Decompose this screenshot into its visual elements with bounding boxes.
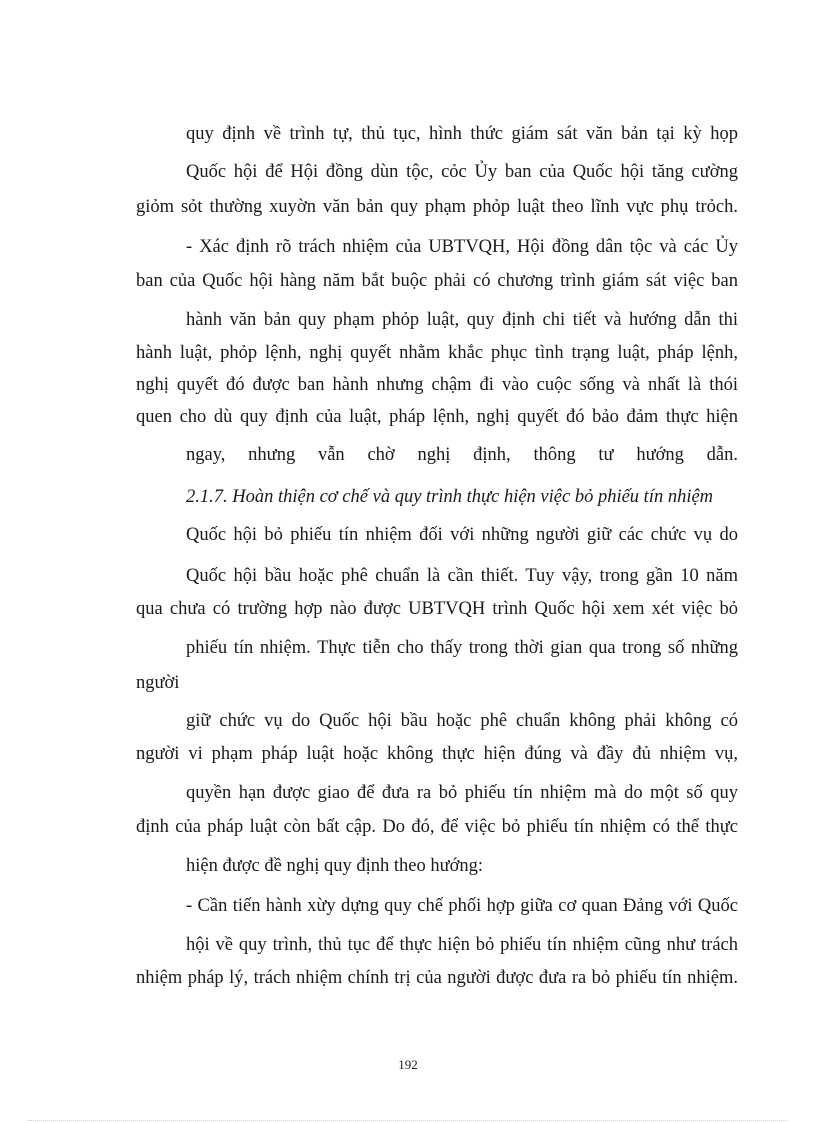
text-line: quy định về trình tự, thủ tục, hình thức giám sát văn bản tại kỳ họp [186,124,738,144]
text-line: người vi phạm pháp luật hoặc không thực hiện đúng và đầy đủ nhiệm vụ, [136,744,738,764]
text-line: Quốc hội bỏ phiếu tín nhiệm đối với những người giữ các chức vụ do [186,525,738,545]
footer-divider [28,1120,788,1121]
text-line: quyền hạn được giao để đưa ra bỏ phiếu tín nhiệm mà do một số quy [186,783,738,803]
text-line: định của pháp luật còn bất cập. Do đó, để việc bỏ phiếu tín nhiệm có thể thực [136,817,738,837]
text-line: hội về quy trình, thủ tục để thực hiện bỏ phiếu tín nhiệm cũng như trách [186,935,738,955]
text-line: ngay, nhưng vẫn chờ nghị định, thông tư hướng dẫn. [186,445,738,465]
text-line: người [136,673,180,693]
text-line: - Cần tiến hành xừy dựng quy chế phối hợp giữa cơ quan Đảng với Quốc [186,896,738,916]
text-line: nghị quyết đó được ban hành nhưng chậm đi vào cuộc sống và nhất là thói [136,375,738,395]
text-line: hành luật, phỏp lệnh, nghị quyết nhằm khắc phục tình trạng luật, pháp lệnh, [136,343,738,363]
text-line: - Xác định rõ trách nhiệm của UBTVQH, Hội đồng dân tộc và các Ủy [186,237,738,257]
text-line: hiện được đề nghị quy định theo hướng: [186,856,484,876]
text-line: Quốc hội để Hội đồng dùn tộc, cỏc Ủy ban của Quốc hội tăng cường [186,162,738,182]
text-line: quen cho dù quy định của luật, pháp lệnh, nghị quyết đó bảo đảm thực hiện [136,407,738,427]
text-line: giỏm sỏt thường xuyờn văn bản quy phạm phỏp luật theo lĩnh vực phụ trỏch. [136,197,738,217]
page-number: 192 [398,1057,418,1072]
text-line: hành văn bản quy phạm phỏp luật, quy định chi tiết và hướng dẫn thi [186,310,738,330]
text-line: phiếu tín nhiệm. Thực tiễn cho thấy trong thời gian qua trong số những [186,638,738,658]
text-line: Quốc hội bầu hoặc phê chuẩn là cần thiết. Tuy vậy, trong gần 10 năm [186,566,738,586]
text-line: nhiệm pháp lý, trách nhiệm chính trị của người được đưa ra bỏ phiếu tín nhiệm. [136,968,738,988]
section-heading: 2.1.7. Hoàn thiện cơ chế và quy trình thực hiện việc bỏ phiếu tín nhiệm [186,487,714,507]
text-line: qua chưa có trường hợp nào được UBTVQH trình Quốc hội xem xét việc bỏ [136,599,738,619]
text-line: ban của Quốc hội hàng năm bắt buộc phải có chương trình giám sát việc ban [136,271,738,291]
text-line: giữ chức vụ do Quốc hội bầu hoặc phê chuẩn không phải không có [186,711,738,731]
